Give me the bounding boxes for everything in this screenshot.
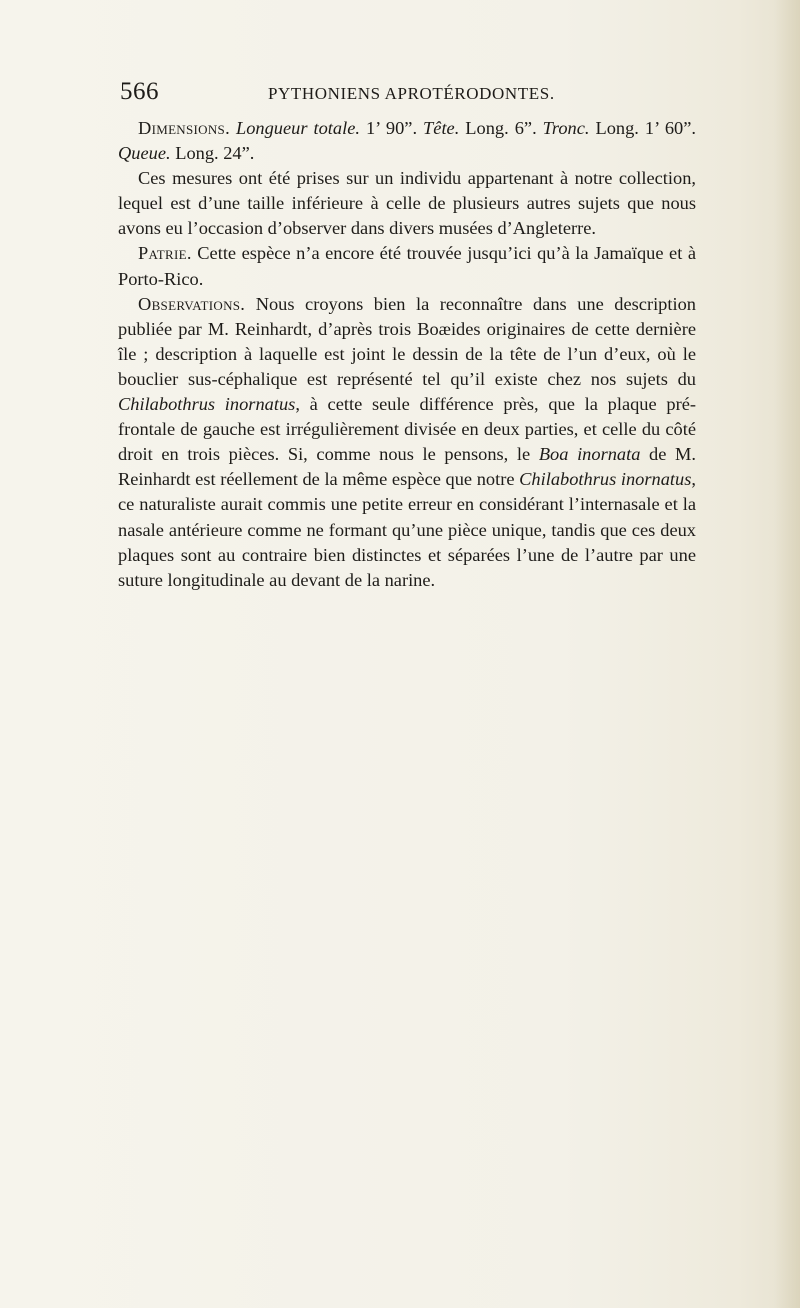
text-run: de M. Reinhardt est réellement de la même espèce que notre — [118, 444, 696, 490]
text-run-italic: Chilabothrus inornatus — [118, 394, 296, 415]
text-run: Long. 1’ 60”. — [589, 118, 696, 138]
text-run: , ce naturaliste aurait commis une petite erreur en considérant l’internasale et la nasale antérieure comme ne formant qu’une pièce unique, tandis que ces deux plaques sont au contraire bien distinctes et séparées l’une de l’autre par une suture longitudinale au devant de la narine. — [118, 469, 696, 590]
body-text — [118, 116, 696, 593]
text-run: Long. 6”. — [459, 118, 543, 138]
paragraph-measurements — [118, 166, 696, 241]
text-run-italic: Boa inornata — [538, 444, 641, 465]
paragraph-lead: Dimensions. — [138, 118, 230, 138]
text-run: Ces mesures ont été prises sur un individu appartenant à notre collection, lequel est d’une taille inférieure à celle de plusieurs autres sujets que nous avons eu l’occasion d’observer dans divers musées d’Angleterre. — [118, 168, 696, 239]
text-run-italic: Tête. — [423, 118, 460, 138]
text-run-italic: Chilabothrus inornatus — [519, 469, 692, 490]
paragraph-dimensions — [118, 116, 696, 166]
paragraph-patrie — [118, 241, 696, 291]
text-run-italic: Tronc. — [542, 118, 590, 138]
paragraph-lead: Observations. — [138, 293, 246, 314]
text-run: Nous croyons bien la reconnaître dans une description publiée par M. Reinhardt, d’après trois Boæides originaires de cette dernière île ; description à laquelle est joint le dessin de la tête de l’un d’eux, où le bouclier sus-céphalique est représenté tel qu’il existe chez nos sujets du — [118, 293, 696, 389]
text-run-italic: Queue. — [118, 143, 171, 164]
paragraph-lead: Patrie. — [138, 243, 192, 264]
text-run-italic: Longueur totale. — [235, 118, 360, 138]
paragraph-observations — [118, 292, 696, 593]
text-run: Cette espèce n’a encore été trouvée jusqu’ici qu’à la Jamaïque et à Porto-Rico. — [118, 243, 696, 289]
text-run: 1’ 90”. — [359, 118, 424, 138]
running-title: PYTHONIENS APROTÉRODONTES. — [268, 84, 555, 103]
page-header — [120, 78, 700, 112]
page-number: 566 — [120, 78, 159, 105]
page-edge-shadow — [774, 0, 800, 1308]
text-run: Long. 24”. — [170, 143, 255, 164]
text-run: , à cette seule différence près, que la plaque pré-frontale de gauche est irrégulièrement divisée en deux parties, et celle du côté droit en trois pièces. Si, comme nous le pensons, le — [118, 394, 696, 465]
